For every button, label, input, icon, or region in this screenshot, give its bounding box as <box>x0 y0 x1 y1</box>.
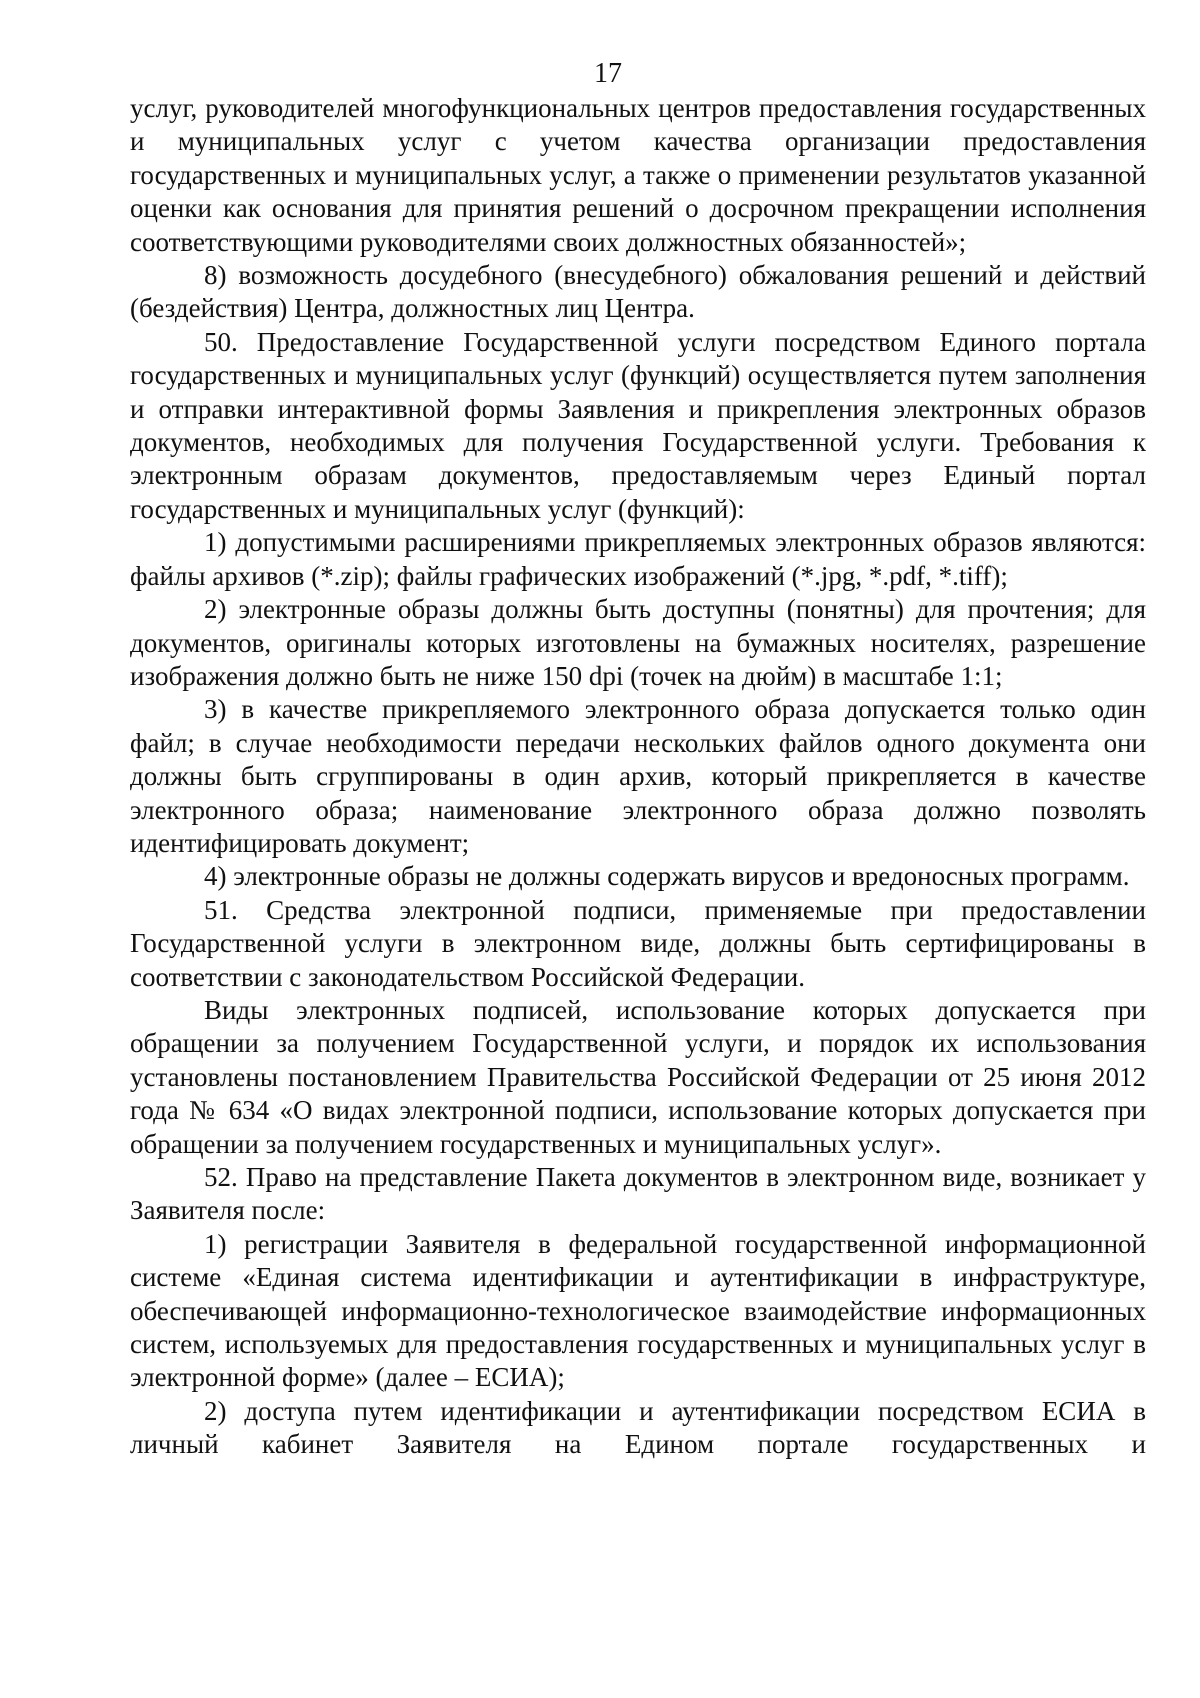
paragraph-item-2-readability: 2) электронные образы должны быть доступны (понятны) для прочтения; для документов, оригиналы которых изготовлены на бумажных носителях, разрешение изображения должно быть не ниже 150 dpi (точек на дюйм) в масштабе 1:1; <box>130 594 1146 691</box>
paragraph-section-52: 52. Право на представление Пакета документов в электронном виде, возникает у Заявителя после: <box>130 1162 1146 1226</box>
paragraph-item-4-no-viruses: 4) электронные образы не должны содержать вирусов и вредоносных программ. <box>204 861 1130 892</box>
page-number: 17 <box>594 58 622 89</box>
paragraph-section-51: 51. Средства электронной подписи, применяемые при предоставлении Государственной услуги в электронном виде, должны быть сертифицированы в соответствии с законодательством Российской Федерации. <box>130 894 1146 992</box>
paragraph-continuation: услуг, руководителей многофункциональных центров предоставления государственных и муниципальных услуг с учетом качества организации предоставления государственных и муниципальных услуг, а также о применении результатов указанной оценки как основания для принятия решений о досрочном прекращении исполнения соответствующими руководителями своих должностных обязанностей»; <box>130 93 1146 257</box>
paragraph-item-8: 8) возможность досудебного (внесудебного) обжалования решений и действий (бездействия) Центра, должностных лиц Центра. <box>130 260 1146 324</box>
paragraph-item-2-esia-access: 2) доступа путем идентификации и аутентификации посредством ЕСИА в личный кабинет Заявителя на Едином портале государственных и <box>130 1395 1146 1460</box>
paragraph-item-3-single-file: 3) в качестве прикрепляемого электронного образа допускается только один файл; в случае необходимости передачи нескольких файлов одного документа они должны быть сгруппированы в один архив, который прикрепляется в качестве электронного образа; наименование электронного образа должно позволять идентифицировать документ; <box>130 694 1146 858</box>
paragraph-section-50: 50. Предоставление Государственной услуги посредством Единого портала государственных и муниципальных услуг (функций) осуществляется путем заполнения и отправки интерактивной формы Заявления и прикрепления электронных образов документов, необходимых для получения Государственной услуги. Требования к электронным образам документов, предоставляемым через Единый портал государственных и муниципальных услуг (функций): <box>130 326 1146 524</box>
document-body <box>130 92 1146 1462</box>
paragraph-signature-types: Виды электронных подписей, использование которых допускается при обращении за получением Государственной услуги, и порядок их использования установлены постановлением Правительства Российской Федерации от 25 июня 2012 года № 634 «О видах электронной подписи, использование которых допускается при обращении за получением государственных и муниципальных услуг». <box>130 994 1146 1159</box>
paragraph-item-1-extensions: 1) допустимыми расширениями прикрепляемых электронных образов являются: файлы архивов (*.zip); файлы графических изображений (*.jpg, *.pdf, *.tiff); <box>130 527 1146 591</box>
paragraph-item-1-esia-registration: 1) регистрации Заявителя в федеральной государственной информационной системе «Единая система идентификации и аутентификации в инфраструктуре, обеспечивающей информационно-технологическое взаимодействие информационных систем, используемых для предоставления государственных и муниципальных услуг в электронной форме» (далее – ЕСИА); <box>130 1228 1146 1393</box>
